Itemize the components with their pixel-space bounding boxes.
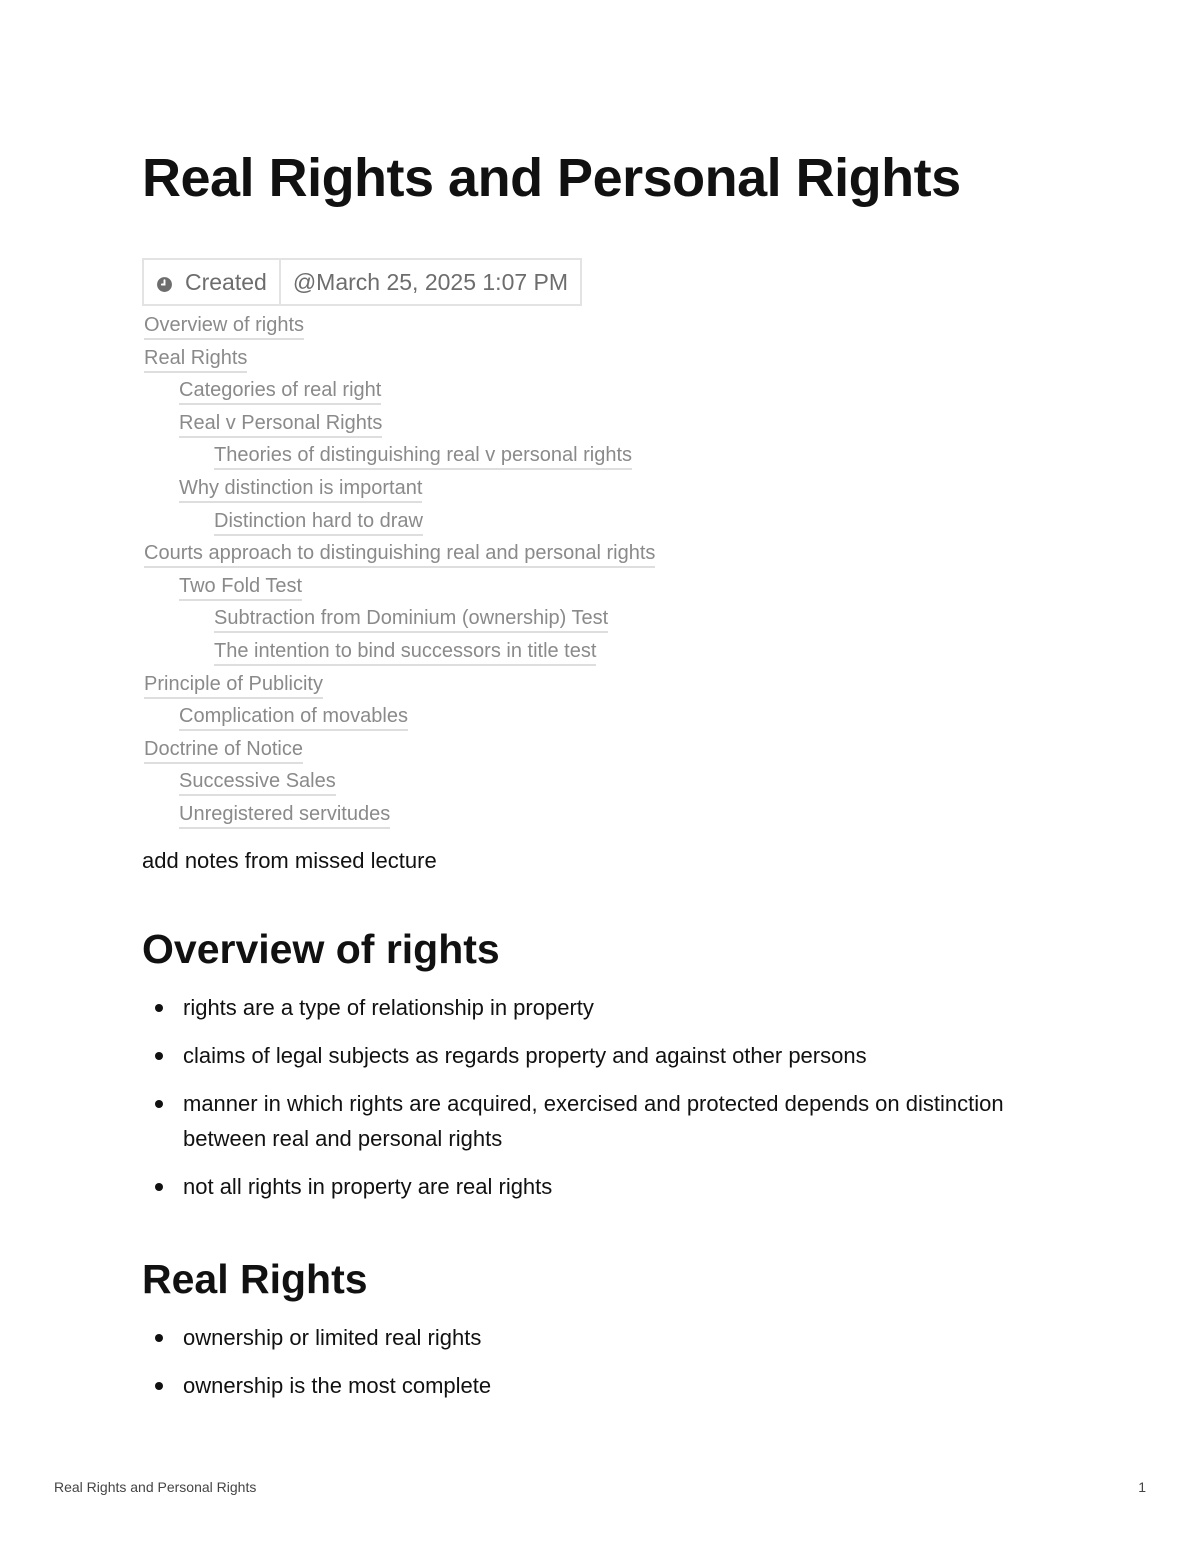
created-label: Created <box>185 268 267 295</box>
bullet-dot-icon <box>155 1052 163 1060</box>
toc-link[interactable]: Unregistered servitudes <box>179 802 390 829</box>
list-item-text: ownership is the most complete <box>183 1373 492 1398</box>
toc-item <box>144 801 655 834</box>
toc-item <box>144 475 655 508</box>
overview-bullet-list <box>142 990 1042 1217</box>
toc-link[interactable]: The intention to bind successors in title test <box>214 639 596 666</box>
toc-link[interactable]: Overview of rights <box>144 313 304 340</box>
list-item <box>142 1368 1042 1403</box>
toc-link[interactable]: Principle of Publicity <box>144 672 323 699</box>
list-item <box>142 990 1042 1025</box>
bullet-dot-icon <box>155 1100 163 1108</box>
section-heading-real-rights: Real Rights <box>142 1256 368 1302</box>
footer-page-number: 1 <box>1138 1479 1146 1495</box>
page-title: Real Rights and Personal Rights <box>142 148 961 208</box>
list-item-text: rights are a type of relationship in property <box>183 995 594 1020</box>
footer-document-title: Real Rights and Personal Rights <box>54 1479 257 1495</box>
toc-item <box>144 508 655 541</box>
toc-link[interactable]: Two Fold Test <box>179 574 302 601</box>
toc-link[interactable]: Successive Sales <box>179 769 336 796</box>
bullet-dot-icon <box>155 1183 163 1191</box>
bullet-dot-icon <box>155 1334 163 1342</box>
toc-item <box>144 671 655 704</box>
toc-item <box>144 410 655 443</box>
toc-link[interactable]: Courts approach to distinguishing real and personal rights <box>144 541 655 568</box>
real-rights-bullet-list <box>142 1320 1042 1416</box>
toc-item <box>144 703 655 736</box>
list-item-text: claims of legal subjects as regards property and against other persons <box>183 1043 867 1068</box>
toc-link[interactable]: Distinction hard to draw <box>214 509 423 536</box>
toc-link[interactable]: Real v Personal Rights <box>179 411 382 438</box>
toc-item <box>144 540 655 573</box>
list-item <box>142 1320 1042 1355</box>
toc-link[interactable]: Categories of real right <box>179 378 381 405</box>
list-item <box>142 1038 1042 1073</box>
properties-table <box>142 258 582 306</box>
toc-link[interactable]: Doctrine of Notice <box>144 737 303 764</box>
list-item-text: not all rights in property are real rights <box>183 1174 553 1199</box>
created-property-key <box>144 260 281 304</box>
toc-item <box>144 345 655 378</box>
table-of-contents <box>144 312 655 834</box>
missed-lecture-note: add notes from missed lecture <box>142 848 437 873</box>
created-value: @March 25, 2025 1:07 PM <box>292 268 569 295</box>
list-item <box>142 1086 1042 1156</box>
toc-item <box>144 442 655 475</box>
toc-item <box>144 377 655 410</box>
toc-item <box>144 736 655 769</box>
toc-link[interactable]: Why distinction is important <box>179 476 422 503</box>
toc-link[interactable]: Complication of movables <box>179 704 408 731</box>
toc-link[interactable]: Real Rights <box>144 346 247 373</box>
toc-item <box>144 768 655 801</box>
section-heading-overview: Overview of rights <box>142 926 500 972</box>
bullet-dot-icon <box>155 1004 163 1012</box>
toc-item <box>144 638 655 671</box>
toc-link[interactable]: Theories of distinguishing real v personal rights <box>214 443 632 470</box>
clock-icon <box>156 276 173 293</box>
list-item-text: manner in which rights are acquired, exercised and protected depends on distinction between real and personal rights <box>183 1091 1004 1151</box>
list-item-text: ownership or limited real rights <box>183 1325 482 1350</box>
list-item <box>142 1169 1042 1204</box>
toc-item <box>144 573 655 606</box>
toc-link[interactable]: Subtraction from Dominium (ownership) Test <box>214 606 608 633</box>
toc-item <box>144 312 655 345</box>
bullet-dot-icon <box>155 1382 163 1390</box>
toc-item <box>144 605 655 638</box>
